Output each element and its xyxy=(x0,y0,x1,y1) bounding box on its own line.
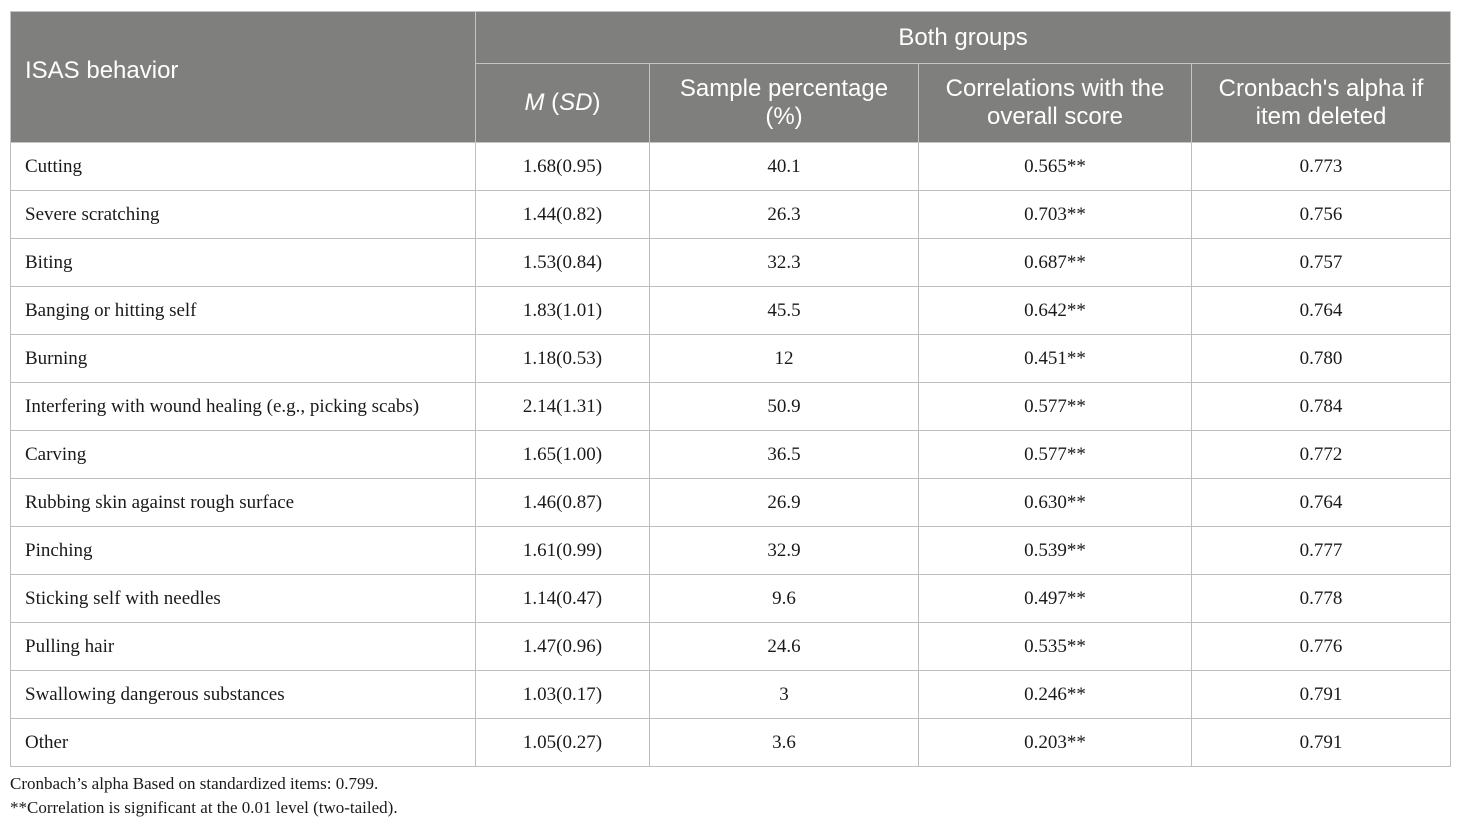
percentage-cell: 36.5 xyxy=(650,431,919,479)
behavior-cell: Carving xyxy=(11,431,476,479)
mean-sd-cell: 2.14(1.31) xyxy=(476,383,650,431)
mean-sd-cell: 1.65(1.00) xyxy=(476,431,650,479)
alpha-cell: 0.756 xyxy=(1192,191,1451,239)
correlation-cell: 0.497** xyxy=(919,575,1192,623)
alpha-cell: 0.777 xyxy=(1192,527,1451,575)
table-row xyxy=(11,335,1451,383)
header-correlations: Correlations with the overall score xyxy=(919,64,1192,143)
alpha-cell: 0.791 xyxy=(1192,719,1451,767)
percentage-cell: 40.1 xyxy=(650,143,919,191)
percentage-cell: 26.9 xyxy=(650,479,919,527)
table-row xyxy=(11,383,1451,431)
percentage-cell: 32.3 xyxy=(650,239,919,287)
table-row xyxy=(11,239,1451,287)
table-row xyxy=(11,287,1451,335)
behavior-cell: Burning xyxy=(11,335,476,383)
table-row xyxy=(11,527,1451,575)
isas-table xyxy=(10,11,1451,767)
behavior-cell: Biting xyxy=(11,239,476,287)
alpha-cell: 0.791 xyxy=(1192,671,1451,719)
behavior-cell: Cutting xyxy=(11,143,476,191)
percentage-cell: 50.9 xyxy=(650,383,919,431)
header-sample-percentage: Sample percentage (%) xyxy=(650,64,919,143)
behavior-cell: Banging or hitting self xyxy=(11,287,476,335)
alpha-cell: 0.780 xyxy=(1192,335,1451,383)
table-row xyxy=(11,623,1451,671)
correlation-cell: 0.577** xyxy=(919,383,1192,431)
percentage-cell: 32.9 xyxy=(650,527,919,575)
mean-sd-cell: 1.14(0.47) xyxy=(476,575,650,623)
behavior-cell: Other xyxy=(11,719,476,767)
alpha-footnote: Cronbach’s alpha Based on standardized items: 0.799. xyxy=(10,774,379,793)
mean-sd-cell: 1.18(0.53) xyxy=(476,335,650,383)
behavior-cell: Interfering with wound healing (e.g., picking scabs) xyxy=(11,383,476,431)
correlation-cell: 0.451** xyxy=(919,335,1192,383)
mean-sd-cell: 1.05(0.27) xyxy=(476,719,650,767)
table-row xyxy=(11,431,1451,479)
table-body xyxy=(11,143,1451,767)
mean-sd-cell: 1.68(0.95) xyxy=(476,143,650,191)
header-alpha-if-deleted: Cronbach's alpha if item deleted xyxy=(1192,64,1451,143)
alpha-cell: 0.757 xyxy=(1192,239,1451,287)
table-header xyxy=(11,12,1451,143)
behavior-cell: Rubbing skin against rough surface xyxy=(11,479,476,527)
isas-table-container xyxy=(10,11,1450,767)
table-row xyxy=(11,719,1451,767)
percentage-cell: 45.5 xyxy=(650,287,919,335)
header-isas-behavior: ISAS behavior xyxy=(11,12,476,143)
correlation-cell: 0.539** xyxy=(919,527,1192,575)
behavior-cell: Swallowing dangerous substances xyxy=(11,671,476,719)
percentage-cell: 3.6 xyxy=(650,719,919,767)
percentage-cell: 24.6 xyxy=(650,623,919,671)
table-row xyxy=(11,575,1451,623)
correlation-cell: 0.703** xyxy=(919,191,1192,239)
alpha-cell: 0.778 xyxy=(1192,575,1451,623)
alpha-cell: 0.784 xyxy=(1192,383,1451,431)
correlation-cell: 0.630** xyxy=(919,479,1192,527)
table-row xyxy=(11,479,1451,527)
table-footnotes xyxy=(10,772,398,820)
correlation-cell: 0.535** xyxy=(919,623,1192,671)
mean-sd-cell: 1.44(0.82) xyxy=(476,191,650,239)
behavior-cell: Pinching xyxy=(11,527,476,575)
correlation-cell: 0.577** xyxy=(919,431,1192,479)
header-mean-sd: M (SD) xyxy=(476,64,650,143)
mean-sd-cell: 1.83(1.01) xyxy=(476,287,650,335)
correlation-cell: 0.246** xyxy=(919,671,1192,719)
mean-sd-cell: 1.46(0.87) xyxy=(476,479,650,527)
correlation-cell: 0.203** xyxy=(919,719,1192,767)
alpha-cell: 0.772 xyxy=(1192,431,1451,479)
percentage-cell: 3 xyxy=(650,671,919,719)
table-row xyxy=(11,671,1451,719)
alpha-cell: 0.773 xyxy=(1192,143,1451,191)
mean-sd-cell: 1.03(0.17) xyxy=(476,671,650,719)
correlation-cell: 0.642** xyxy=(919,287,1192,335)
percentage-cell: 12 xyxy=(650,335,919,383)
table-row xyxy=(11,191,1451,239)
table-row xyxy=(11,143,1451,191)
alpha-cell: 0.776 xyxy=(1192,623,1451,671)
percentage-cell: 9.6 xyxy=(650,575,919,623)
mean-sd-cell: 1.53(0.84) xyxy=(476,239,650,287)
mean-sd-cell: 1.47(0.96) xyxy=(476,623,650,671)
behavior-cell: Sticking self with needles xyxy=(11,575,476,623)
header-both-groups: Both groups xyxy=(476,12,1451,64)
correlation-cell: 0.687** xyxy=(919,239,1192,287)
behavior-cell: Severe scratching xyxy=(11,191,476,239)
mean-sd-cell: 1.61(0.99) xyxy=(476,527,650,575)
behavior-cell: Pulling hair xyxy=(11,623,476,671)
alpha-cell: 0.764 xyxy=(1192,287,1451,335)
alpha-cell: 0.764 xyxy=(1192,479,1451,527)
percentage-cell: 26.3 xyxy=(650,191,919,239)
significance-footnote: **Correlation is significant at the 0.01 level (two-tailed). xyxy=(10,798,398,817)
correlation-cell: 0.565** xyxy=(919,143,1192,191)
